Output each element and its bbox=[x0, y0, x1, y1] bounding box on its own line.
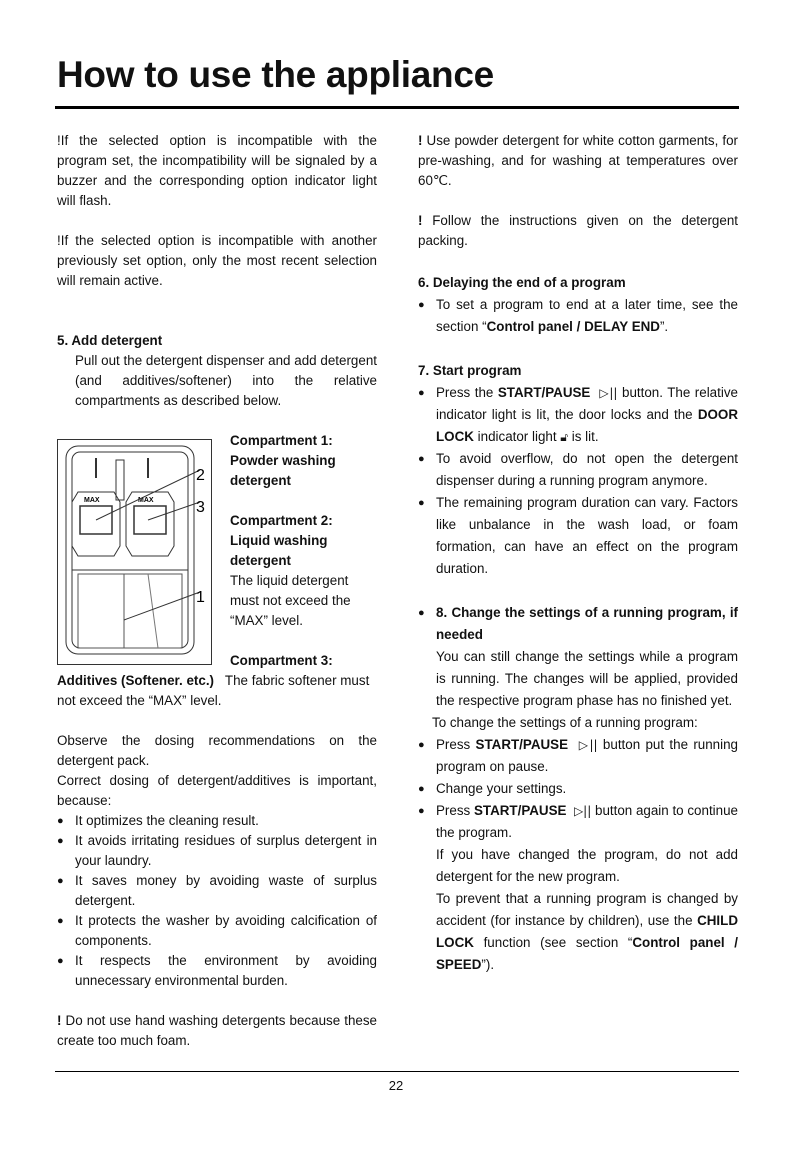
title-divider bbox=[55, 106, 739, 109]
warning-mark: ! bbox=[418, 133, 423, 148]
footer-divider bbox=[55, 1071, 739, 1072]
label-3: 3 bbox=[196, 499, 205, 516]
detergent-dispenser-diagram bbox=[57, 439, 212, 665]
page-title: How to use the appliance bbox=[57, 54, 494, 95]
right-column bbox=[418, 272, 738, 976]
text: button. The relative indicator light is lit, the door locks and the bbox=[436, 385, 738, 422]
section-6-bullet bbox=[418, 294, 738, 338]
section-reference: Control panel / DELAY END bbox=[486, 319, 660, 334]
play-pause-icon: ▷|| bbox=[599, 386, 618, 400]
right-column-top bbox=[418, 131, 738, 251]
dosing-bullet: ● It saves money by avoiding waste of surplus detergent. bbox=[57, 871, 377, 911]
text: To set a program to end at a later time, see the section “ bbox=[436, 297, 738, 334]
dosing-bullet: ● It optimizes the cleaning result. bbox=[57, 811, 377, 831]
packing-instructions-note bbox=[418, 211, 738, 251]
text: Press the bbox=[436, 385, 498, 400]
dosing-bullet: ● It respects the environment by avoiding unnecessary environmental burden. bbox=[57, 951, 377, 991]
compartment-1-desc: Powder washing detergent bbox=[230, 453, 336, 488]
incompatible-option-note: !If the selected option is incompatible with another previously set option, only the most recent selection will remain active. bbox=[57, 233, 377, 288]
label-1: 1 bbox=[196, 589, 205, 606]
dosing-importance: Correct dosing of detergent/additives is important, because: bbox=[57, 773, 377, 808]
start-pause-label: START/PAUSE bbox=[473, 803, 567, 818]
compartments-block bbox=[57, 431, 377, 711]
text: button again to continue the program. bbox=[436, 803, 738, 840]
compartment-3-title: Compartment 3: bbox=[230, 653, 333, 668]
section-8-child-lock-note bbox=[418, 888, 738, 976]
text: function (see section “ bbox=[473, 935, 633, 950]
section-8-heading: ● 8. Change the settings of a running program, if needed bbox=[418, 602, 738, 646]
text: Press bbox=[436, 803, 474, 818]
play-pause-icon: ▷|| bbox=[573, 804, 592, 818]
label-2: 2 bbox=[196, 467, 205, 484]
dosing-note: Observe the dosing recommendations on the detergent pack. bbox=[57, 733, 377, 768]
text: is lit. bbox=[568, 429, 599, 444]
warning-mark: ! bbox=[57, 1013, 62, 1028]
section-reference: Control panel / SPEED bbox=[436, 935, 738, 972]
section-8-bullet bbox=[418, 800, 738, 844]
start-pause-label: START/PAUSE bbox=[497, 385, 591, 400]
section-6-heading: 6. Delaying the end of a program bbox=[418, 275, 626, 290]
max-mark-right: MAX bbox=[138, 497, 154, 504]
section-7-bullet: ● The remaining program duration can vary. Factors like unbalance in the wash load, or foam formation, can have an effect on the program duration. bbox=[418, 492, 738, 580]
text: ”). bbox=[481, 957, 495, 972]
text: ”. bbox=[659, 319, 669, 334]
note-text: Follow the instructions given on the detergent packing. bbox=[418, 213, 738, 248]
compartment-3-label: Additives (Softener. etc.) bbox=[57, 673, 214, 688]
section-5-heading: 5. Add detergent bbox=[57, 333, 163, 348]
warning-text: Do not use hand washing detergents because these create too much foam. bbox=[57, 1013, 377, 1048]
section-7-bullet bbox=[418, 382, 738, 448]
warning-mark: ! bbox=[418, 213, 423, 228]
section-8-bullet bbox=[418, 734, 738, 778]
hand-detergent-warning bbox=[57, 1011, 377, 1051]
max-mark-left: MAX bbox=[84, 497, 100, 504]
section-7-bullet: ● To avoid overflow, do not open the detergent dispenser during a running program anymore. bbox=[418, 448, 738, 492]
incompatible-program-note: !If the selected option is incompatible with the program set, the incompatibility will be signaled by a buzzer and the corresponding option indicator light will flash. bbox=[57, 133, 377, 208]
section-8-bullet: ● Change your settings. bbox=[418, 778, 738, 800]
page-number: 22 bbox=[388, 1078, 404, 1093]
text: indicator light bbox=[473, 429, 561, 444]
dosing-bullet: ● It protects the washer by avoiding calcification of components. bbox=[57, 911, 377, 951]
compartment-2-title: Compartment 2: bbox=[230, 513, 333, 528]
child-lock-label: CHILD LOCK bbox=[436, 913, 738, 950]
compartment-2-note: The liquid detergent must not exceed the “MAX” level. bbox=[230, 573, 351, 628]
play-pause-icon: ▷|| bbox=[578, 738, 598, 752]
note-text: Use powder detergent for white cotton garments, for pre-washing, and for washing at temperatures over 60℃. bbox=[418, 133, 738, 188]
dosing-bullet: ● It avoids irritating residues of surplus detergent in your laundry. bbox=[57, 831, 377, 871]
left-column bbox=[57, 131, 377, 1051]
text: To prevent that a running program is changed by accident (for instance by children), use the bbox=[436, 891, 738, 928]
text: button put the running program on pause. bbox=[436, 737, 738, 774]
start-pause-label: START/PAUSE bbox=[475, 737, 569, 752]
section-8-detergent-note: If you have changed the program, do not add detergent for the new program. bbox=[436, 847, 738, 884]
compartment-1-title: Compartment 1: bbox=[230, 433, 333, 448]
powder-detergent-note bbox=[418, 131, 738, 191]
text: Press bbox=[436, 737, 476, 752]
section-7-heading: 7. Start program bbox=[418, 363, 522, 378]
lock-icon: 🔓︎ bbox=[560, 430, 569, 444]
compartment-3-text: The fabric softener must not exceed the “MAX” level. bbox=[57, 673, 374, 708]
section-5-body: Pull out the detergent dispenser and add detergent (and additives/softener) into the relative compartments as described below. bbox=[75, 353, 377, 408]
door-lock-label: DOOR LOCK bbox=[436, 407, 738, 444]
compartment-2-desc: Liquid washing detergent bbox=[230, 533, 328, 568]
section-8-lead: To change the settings of a running program: bbox=[432, 715, 698, 730]
section-8-intro: You can still change the settings while a program is running. The changes will be applied, provided the respective program phase has no finished yet. bbox=[436, 649, 738, 708]
